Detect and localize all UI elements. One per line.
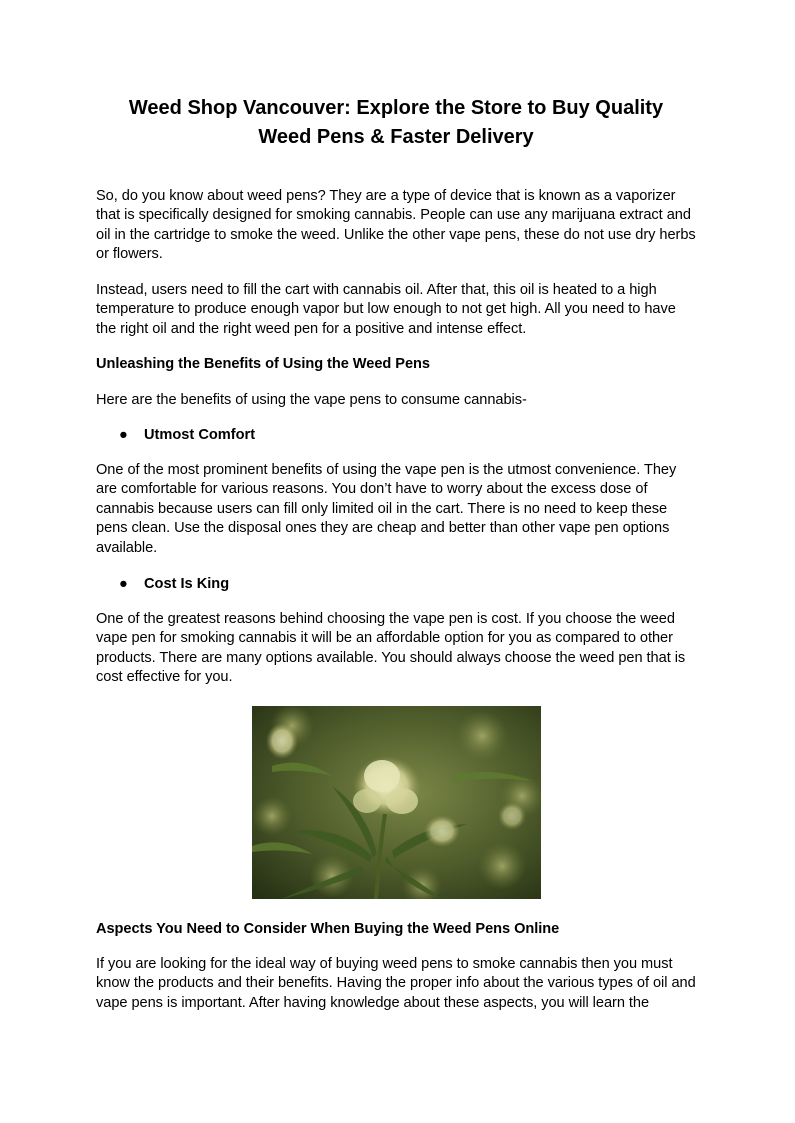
bullet-label: Cost Is King: [144, 576, 230, 592]
aspects-heading: Aspects You Need to Consider When Buying the Weed Pens Online: [96, 921, 560, 937]
title-line-2: Weed Pens & Faster Delivery: [258, 126, 534, 148]
benefits-heading: Unleashing the Benefits of Using the Weed Pens: [96, 356, 430, 372]
page-title: [96, 94, 696, 152]
bullet-dot-icon: ●: [119, 576, 128, 592]
bullet-dot-icon: ●: [119, 427, 128, 443]
bullet-item-cost-is-king: [119, 575, 229, 594]
intro-paragraph-2: Instead, users need to fill the cart with cannabis oil. After that, this oil is heated to a high temperature to produce enough vapor but low enough to not get high. All you need to have the right oil and the right weed pen for a positive and intense effect.: [96, 282, 676, 337]
bullet-label: Utmost Comfort: [144, 427, 256, 443]
cannabis-plant-photo: [252, 706, 541, 899]
title-line-1: Weed Shop Vancouver: Explore the Store to Buy Quality: [128, 97, 664, 119]
bullet-item-utmost-comfort: [119, 426, 255, 445]
utmost-comfort-paragraph: One of the most prominent benefits of using the vape pen is the utmost convenience. They are comfortable for various reasons. You don’t have to worry about the excess dose of cannabis because users can fill only limited oil in the cart. There is no need to keep these pens clean. Use the disposal ones they are cheap and better than other vape pen options available.: [96, 462, 677, 556]
intro-paragraph-1: So, do you know about weed pens? They are a type of device that is known as a vaporizer that is specifically designed for smoking cannabis. People can use any marijuana extract and oil in the cartridge to smoke the weed. Unlike the other vape pens, these do not use dry herbs or flowers.: [96, 188, 696, 263]
cost-is-king-paragraph: One of the greatest reasons behind choosing the vape pen is cost. If you choose the weed vape pen for smoking cannabis it will be an affordable option for you as compared to other products. There are many options available. You should always choose the weed pen that is cost effective for you.: [96, 611, 686, 686]
aspects-paragraph: If you are looking for the ideal way of buying weed pens to smoke cannabis then you must know the products and their benefits. Having the proper info about the various types of oil and vape pens is important. After having knowledge about these aspects, you will learn the: [96, 956, 696, 1011]
benefits-intro: Here are the benefits of using the vape pens to consume cannabis-: [96, 392, 527, 408]
